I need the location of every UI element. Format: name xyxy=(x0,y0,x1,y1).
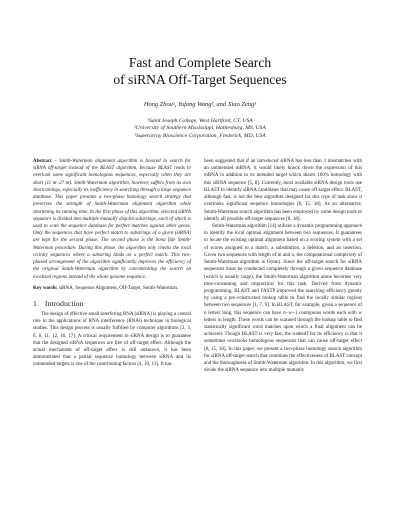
intro-paragraph-smith-waterman: Smith-Waterman algorithm [14] utilizes a dynamic programming approach to identify the local optimal alignment between two sequences. It guarantees to locate the existing optimal alignment based on a scoring system with a set of scores assigned to a match, a substitution, a deletion, and an insertion. Given two sequences with length of m and n, the computational complexity of Smith-Waterman algorithm is O(mn). Since the off-target search for siRNA sequences must be conducted completely through a given sequence database (which is usually large), the Smith-Waterman algorithm alone becomes very time-consuming and impractical for this task. Derived from dynamic programming, BLAST and FASTP improved the searching efficiency greatly by using a pre-constructed lookup table to find the locally similar regions between two sequences [1, 7, 9]. In BLAST, for example, given a sequence of n letters long, this sequence can have n−w+1 contiguous words each with w letters in length. These words can be scanned through the lookup table to find statistically significant word matches upon which a final alignment can be achieved. Though BLAST is very fast, the tradeoff for its efficiency is that it sometimes overlooks homologous sequences that can cause off-target effect [8, 15, 18]. In this paper, we present a two-phase homology search algorithm for siRNA off-target search that combines the effectiveness of BLAST concept and the thoroughness of Smith-Waterman algorithm. In this algorithm, we first divide the siRNA sequence into multiple mutually xyxy=(204,223,362,374)
intro-paragraph-continued: been suggested that if an introduced siRNA has less than 3 mismatches with an unintended mRNA, it would likely knock down the expression of this mRNA in addition to its intended target which shares 100% homology with this siRNA sequence [5, 8]. Currently, most available siRNA design tools use BLAST to identify siRNA candidates that may cause off-target effect. BLAST, although fast, is not the best algorithm designed for this type of task since it overlooks significant sequence homologies [8, 15, 18]. As an alternative, Smith-Waterman search algorithm has been employed by some design tools to identify all possible off-target sequences [8, 18]. xyxy=(204,159,362,222)
intro-paragraph-left: The design of effective small interfering RNA (siRNA) is playing a central role in the applications of RNA interference (RNAi) technique in biological studies. This design process is usually fulfilled by computer algorithms [2, 3, 6, 8, 11, 12, 16, 17]. A critical requirement in siRNA design is to guarantee that the designed siRNA sequences are free of off-target effect. Although the actual mechanism of off-target effect is still unknown, it has been demonstrated that a partial sequence homology between siRNA and its unintended targets is one of the contributing factors [4, 10, 13]. It has xyxy=(33,311,191,368)
affiliation-2: ²University of Southern Mississippi, Hattiesburg, MS, USA xyxy=(134,125,266,132)
section-number: 1 xyxy=(33,298,37,308)
abstract-label: Abstract xyxy=(33,159,52,164)
abstract-text: – Smith-Waterman alignment algorithm is favored in search for siRNA off-target instead of the BLAST algorithm, because BLAST tends to overlook some significant homologous sequences, especially when they are short (11 nt–27 nt). Smith-Waterman algorithm, however, suffers from its own shortcomings, especially its inefficiency in searching through a large sequence database. This paper presents a two-phase homology search strategy that preserves the strength of Smith-Waterman alignment algorithm while shortening its running time. In the first phase of this algorithm, selected siRNA sequence is divided into multiple mutually disjoint substrings, each of which is used to scan the sequence database for perfect matches against other genes. Only the sequences that have perfect match to substrings of a given (siRNA) are kept for the second phase. The second phase is the bona fide Smith-Waterman procedure. During this phase, the algorithm only checks the local vicinity sequences where a substring lands on a perfect match. This two-phased arrangement of the algorithm significantly improves the efficiency of the original Smith-Waterman algorithm by concentrating the search on localized regions instead of the whole genome sequence. xyxy=(33,159,191,280)
author-list: Hong Zhou¹, Yufang Wang², and Xiao Zeng³ xyxy=(143,101,257,108)
keywords-label: Key words: xyxy=(33,285,58,291)
title-line-2: of siRNA Off-Target Sequences xyxy=(113,72,287,87)
abstract xyxy=(33,158,191,281)
section-title: Introduction xyxy=(44,298,84,308)
affiliation-3: ³Superarray Bioscience Corporation, Frederick, MD, USA xyxy=(134,132,266,139)
affiliation-1: ¹Saint Joseph College, West Hartford, CT, USA xyxy=(147,118,253,124)
affiliations xyxy=(20,118,380,140)
right-column xyxy=(204,158,362,375)
paper-title xyxy=(20,54,380,88)
keywords-text: siRNA, Sequence Alignment, Off-Target, Smith-Waterman. xyxy=(57,285,179,291)
title-line-1: Fast and Complete Search xyxy=(128,55,272,70)
section-heading xyxy=(33,299,191,309)
left-column xyxy=(33,158,191,369)
keywords xyxy=(33,285,191,292)
